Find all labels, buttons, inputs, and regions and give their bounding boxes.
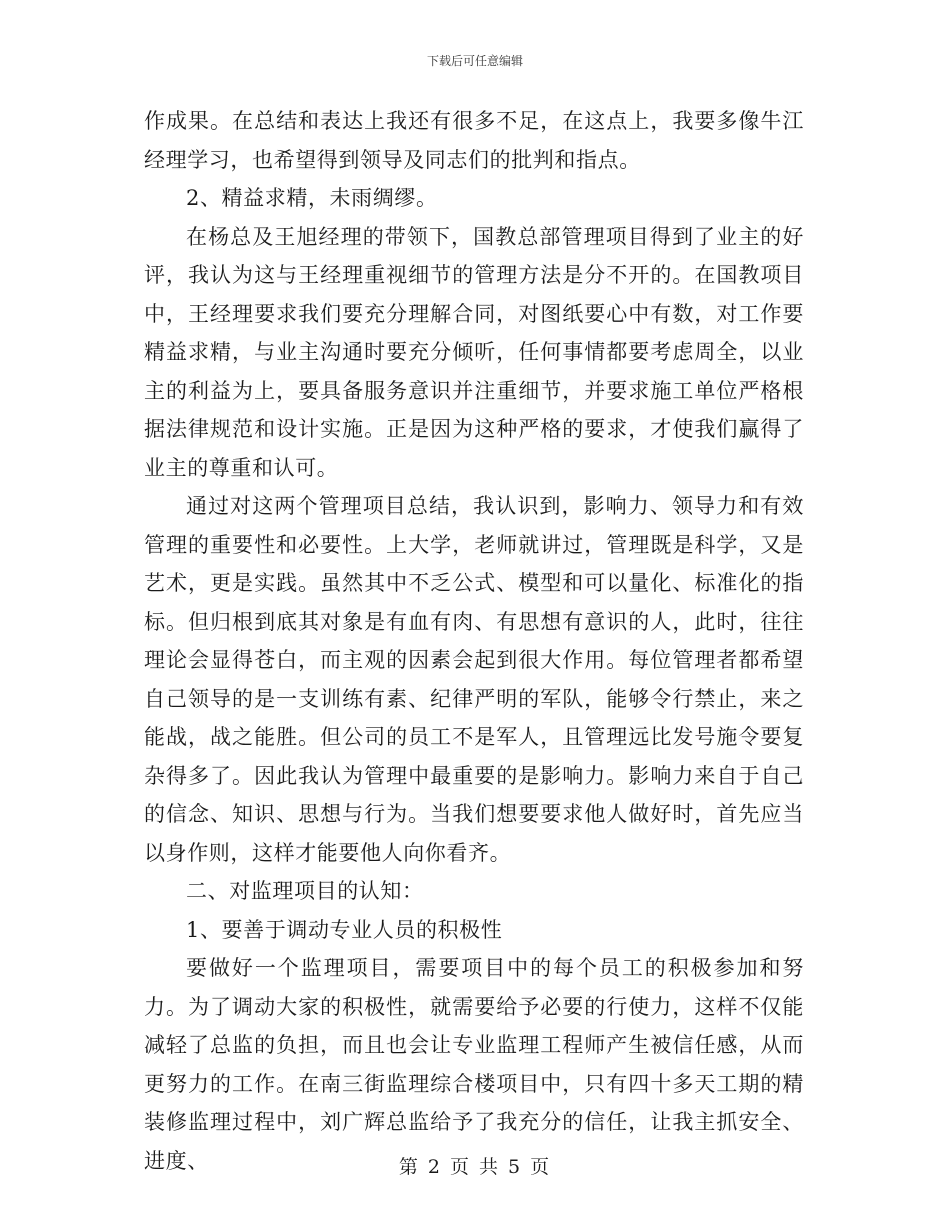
document-body	[144, 102, 804, 1180]
paragraph-supervision-project: 要做好一个监理项目，需要项目中的每个员工的积极参加和努力。为了调动大家的积极性，就需要给予必要的行使力，这样不仅能减轻了总监的负担，而且也会让专业监理工程师产生被信任感，从而更努力的工作。在南三街监理综合楼项目中，只有四十多天工期的精装修监理过程中，刘广辉总监给予了我充分的信任，让我主抓安全、进度、	[144, 956, 804, 1173]
section-heading-precision: 2、精益求精，未雨绸缪。	[186, 186, 438, 210]
page-number: 第 2 页 共 5 页	[398, 1156, 552, 1178]
paragraph-continuation: 作成果。在总结和表达上我还有很多不足，在这点上，我要多像牛江经理学习，也希望得到领导及同志们的批判和指点。	[144, 109, 804, 172]
paragraph-guojiao-project: 在杨总及王旭经理的带领下，国教总部管理项目得到了业主的好评，我认为这与王经理重视细节的管理方法是分不开的。在国教项目中，王经理要求我们要充分理解合同，对图纸要心中有数，对工作要精益求精，与业主沟通时要充分倾听，任何事情都要考虑周全，以业主的利益为上，要具备服务意识并注重细节，并要求施工单位严格根据法律规范和设计实施。正是因为这种严格的要求，才使我们赢得了业主的尊重和认可。	[144, 224, 804, 480]
page-header: 下载后可任意编辑	[426, 54, 523, 68]
paragraph-management-influence: 通过对这两个管理项目总结，我认识到，影响力、领导力和有效管理的重要性和必要性。上大学，老师就讲过，管理既是科学，又是艺术，更是实践。虽然其中不乏公式、模型和可以量化、标准化的指标。但归根到底其对象是有血有肉、有思想有意识的人，此时，往往理论会显得苍白，而主观的因素会起到很大作用。每位管理者都希望自己领导的是一支训练有素、纪律严明的军队，能够令行禁止，来之能战，战之能胜。但公司的员工不是军人，且管理远比发号施令要复杂得多了。因此我认为管理中最重要的是影响力。影响力来自于自己的信念、知识、思想与行为。当我们想要要求他人做好时，首先应当以身作则，这样才能要他人向你看齐。	[144, 494, 804, 865]
section-heading-supervision: 二、对监理项目的认知：	[186, 879, 424, 903]
subheading-motivation: 1、要善于调动专业人员的积极性	[186, 917, 503, 942]
